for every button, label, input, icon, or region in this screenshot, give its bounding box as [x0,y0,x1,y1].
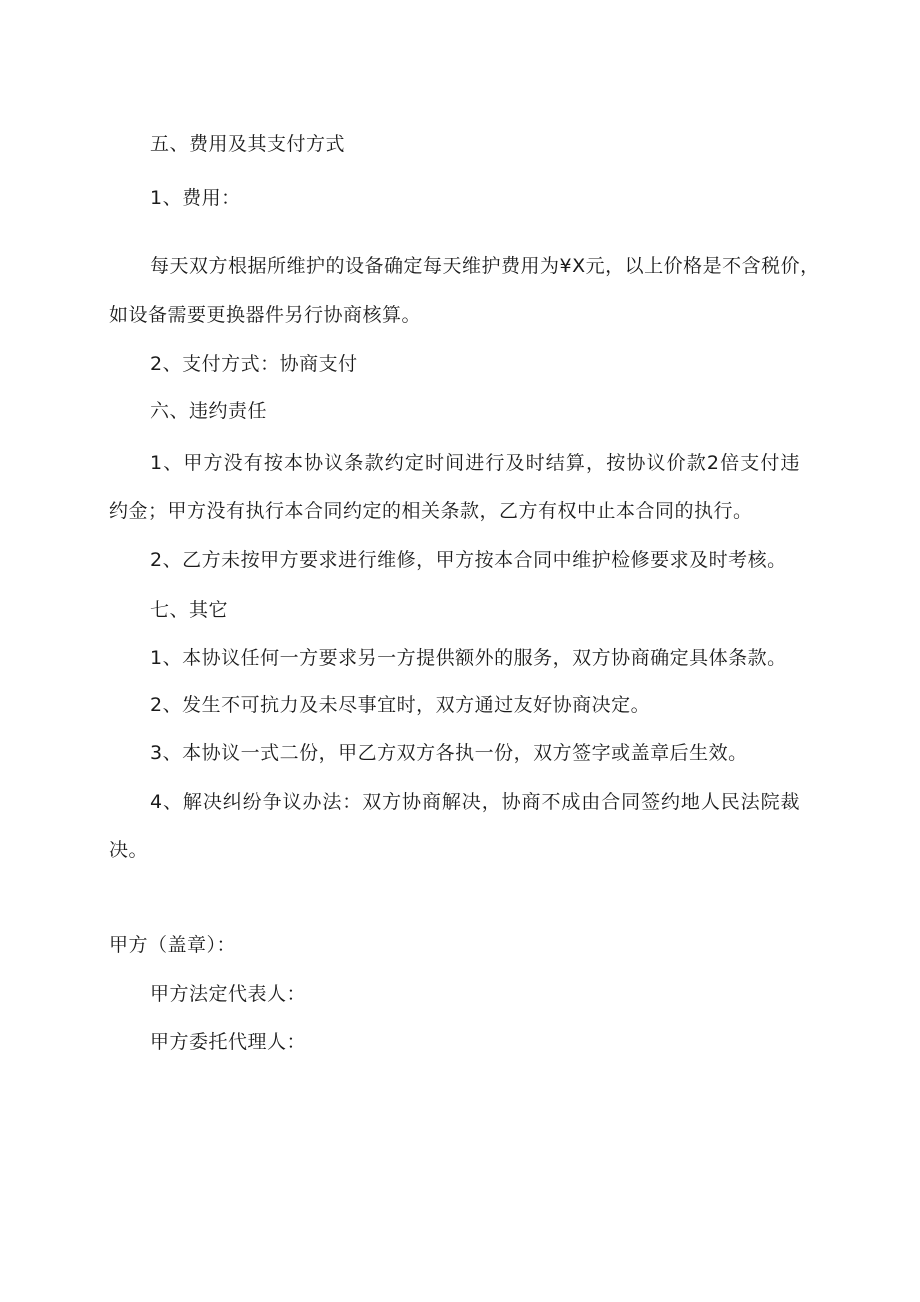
payment-method: 2、支付方式：协商支付 [150,353,358,375]
breach-item-2: 2、乙方未按甲方要求进行维修，甲方按本合同中维护检修要求及时考核。 [150,549,787,571]
party-a-seal-label: 甲方（盖章）： [109,934,237,956]
other-item-1: 1、本协议任何一方要求另一方提供额外的服务，双方协商确定具体条款。 [150,647,787,669]
other-item-4-line-1: 4、解决纠纷争议办法：双方协商解决，协商不成由合同签约地人民法院裁 [150,791,800,813]
section-heading-breach: 六、违约责任 [150,400,268,422]
other-item-2: 2、发生不可抗力及未尽事宜时，双方通过友好协商决定。 [150,694,651,716]
fee-description-line-2: 如设备需要更换器件另行协商核算。 [109,304,422,326]
fee-description-line-1: 每天双方根据所维护的设备确定每天维护费用为¥X元，以上价格是不含税价， [150,255,820,277]
breach-item-1-line-1: 1、甲方没有按本协议条款约定时间进行及时结算，按协议价款2倍支付违 [150,452,800,474]
other-item-3: 3、本协议一式二份，甲乙方双方各执一份，双方签字或盖章后生效。 [150,742,748,764]
fee-label: 1、费用： [150,187,241,209]
party-a-legal-representative-label: 甲方法定代表人： [150,983,307,1005]
section-heading-fees: 五、费用及其支付方式 [150,133,346,155]
section-heading-other: 七、其它 [150,599,229,621]
party-a-agent-label: 甲方委托代理人： [150,1031,307,1053]
breach-item-1-line-2: 约金；甲方没有执行本合同约定的相关条款，乙方有权中止本合同的执行。 [109,500,753,522]
other-item-4-line-2: 决。 [109,839,149,861]
